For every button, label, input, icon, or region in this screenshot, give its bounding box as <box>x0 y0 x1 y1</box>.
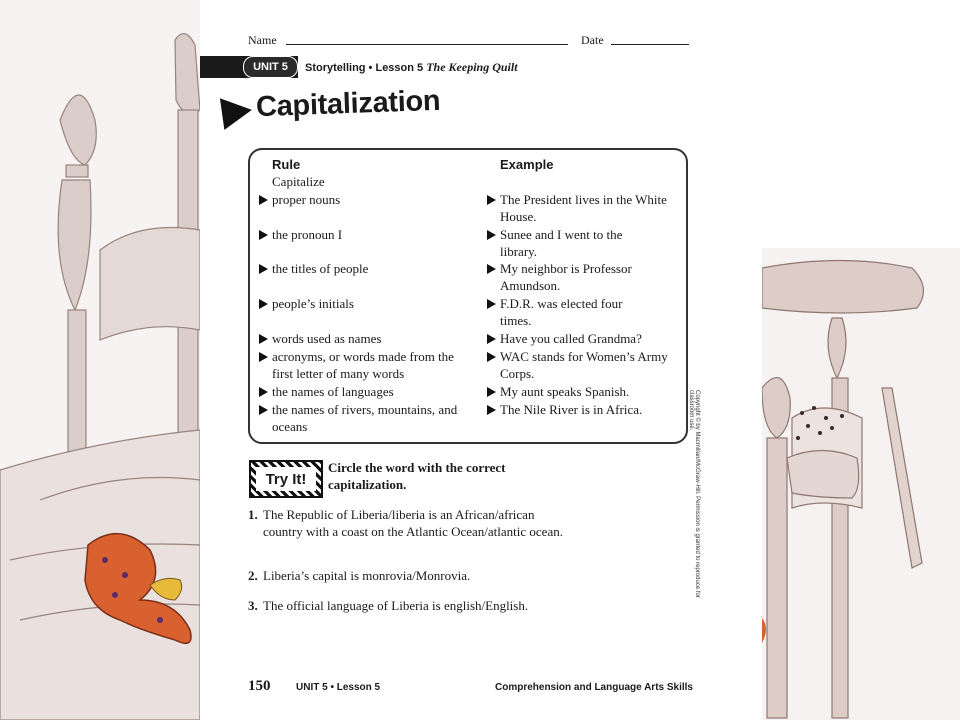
try-it-instruction: Circle the word with the correct capitalization. <box>328 460 506 492</box>
page-title: Capitalization <box>255 84 441 124</box>
bullet-icon <box>487 195 496 205</box>
worksheet-page <box>200 0 762 720</box>
example-item: Sunee and I went to the library. <box>500 227 623 259</box>
example-item: The President lives in the White House. <box>500 192 667 224</box>
bedpost-illustration <box>0 0 200 720</box>
example-header: Example <box>500 157 554 172</box>
rule-item: words used as names <box>272 331 382 346</box>
bullet-icon <box>259 299 268 309</box>
date-field[interactable] <box>611 44 689 45</box>
unit-badge: UNIT 5 <box>243 56 298 78</box>
bullet-icon <box>487 387 496 397</box>
bullet-icon <box>259 195 268 205</box>
question-text: The official language of Liberia is english/English. <box>263 598 529 613</box>
capitalize-label: Capitalize <box>272 174 325 189</box>
footer-unit-lesson: UNIT 5 • Lesson 5 <box>296 682 381 693</box>
question-item[interactable] <box>248 597 588 615</box>
bullet-icon <box>487 230 496 240</box>
chair-sketch <box>762 248 960 720</box>
bullet-icon <box>487 352 496 362</box>
bullet-icon <box>259 230 268 240</box>
page-number: 150 <box>248 678 271 694</box>
copyright-notice: Copyright © by Macmillan/McGraw-Hill. Permission is granted to reproduce for classroom use. <box>688 390 700 598</box>
lesson-breadcrumb <box>305 60 518 75</box>
bullet-icon <box>487 299 496 309</box>
bullet-icon <box>259 387 268 397</box>
example-item: My aunt speaks Spanish. <box>500 384 630 399</box>
rule-item: proper nouns <box>272 192 341 207</box>
question-item[interactable] <box>248 567 568 585</box>
bullet-icon <box>259 264 268 274</box>
bullet-icon <box>487 264 496 274</box>
name-label: Name <box>248 33 277 47</box>
bullet-icon <box>259 334 268 344</box>
rule-item: acronyms, or words made from the first letter of many words <box>272 349 454 381</box>
rule-item: the titles of people <box>272 261 369 276</box>
question-item[interactable] <box>248 506 568 558</box>
name-field[interactable] <box>286 44 568 45</box>
question-text: Liberia’s capital is monrovia/Monrovia. <box>263 568 471 583</box>
rule-item: the pronoun I <box>272 227 343 242</box>
question-number: 3. <box>248 598 258 613</box>
date-label: Date <box>581 33 604 47</box>
rocking-chair-illustration <box>762 248 960 720</box>
bullet-icon <box>259 405 268 415</box>
rule-box <box>248 148 688 444</box>
lesson-title: The Keeping Quilt <box>426 60 518 74</box>
question-number: 2. <box>248 568 258 583</box>
question-text: The Republic of Liberia/liberia is an African/african country with a coast on the Atlantic Ocean/atlantic ocean. <box>263 507 563 539</box>
example-item: The Nile River is in Africa. <box>500 402 643 417</box>
bullet-icon <box>259 352 268 362</box>
bedpost-sketch <box>0 0 200 720</box>
rule-item: the names of rivers, mountains, and oceans <box>272 402 458 434</box>
rule-item: the names of languages <box>272 384 394 399</box>
example-item: Have you called Grandma? <box>500 331 642 346</box>
example-item: My neighbor is Professor Amundson. <box>500 261 632 293</box>
try-it-label: Try It! <box>256 467 316 491</box>
breadcrumb-text: Storytelling • Lesson 5 <box>305 62 424 74</box>
rule-header: Rule <box>272 157 301 172</box>
question-number: 1. <box>248 507 258 522</box>
rule-item: people’s initials <box>272 296 354 311</box>
try-it-badge <box>249 460 323 498</box>
footer-book-title: Comprehension and Language Arts Skills <box>495 682 693 693</box>
title-arrow-icon <box>220 94 254 130</box>
example-item: WAC stands for Women’s Army Corps. <box>500 349 668 381</box>
bullet-icon <box>487 405 496 415</box>
example-item: F.D.R. was elected four times. <box>500 296 623 328</box>
bullet-icon <box>487 334 496 344</box>
